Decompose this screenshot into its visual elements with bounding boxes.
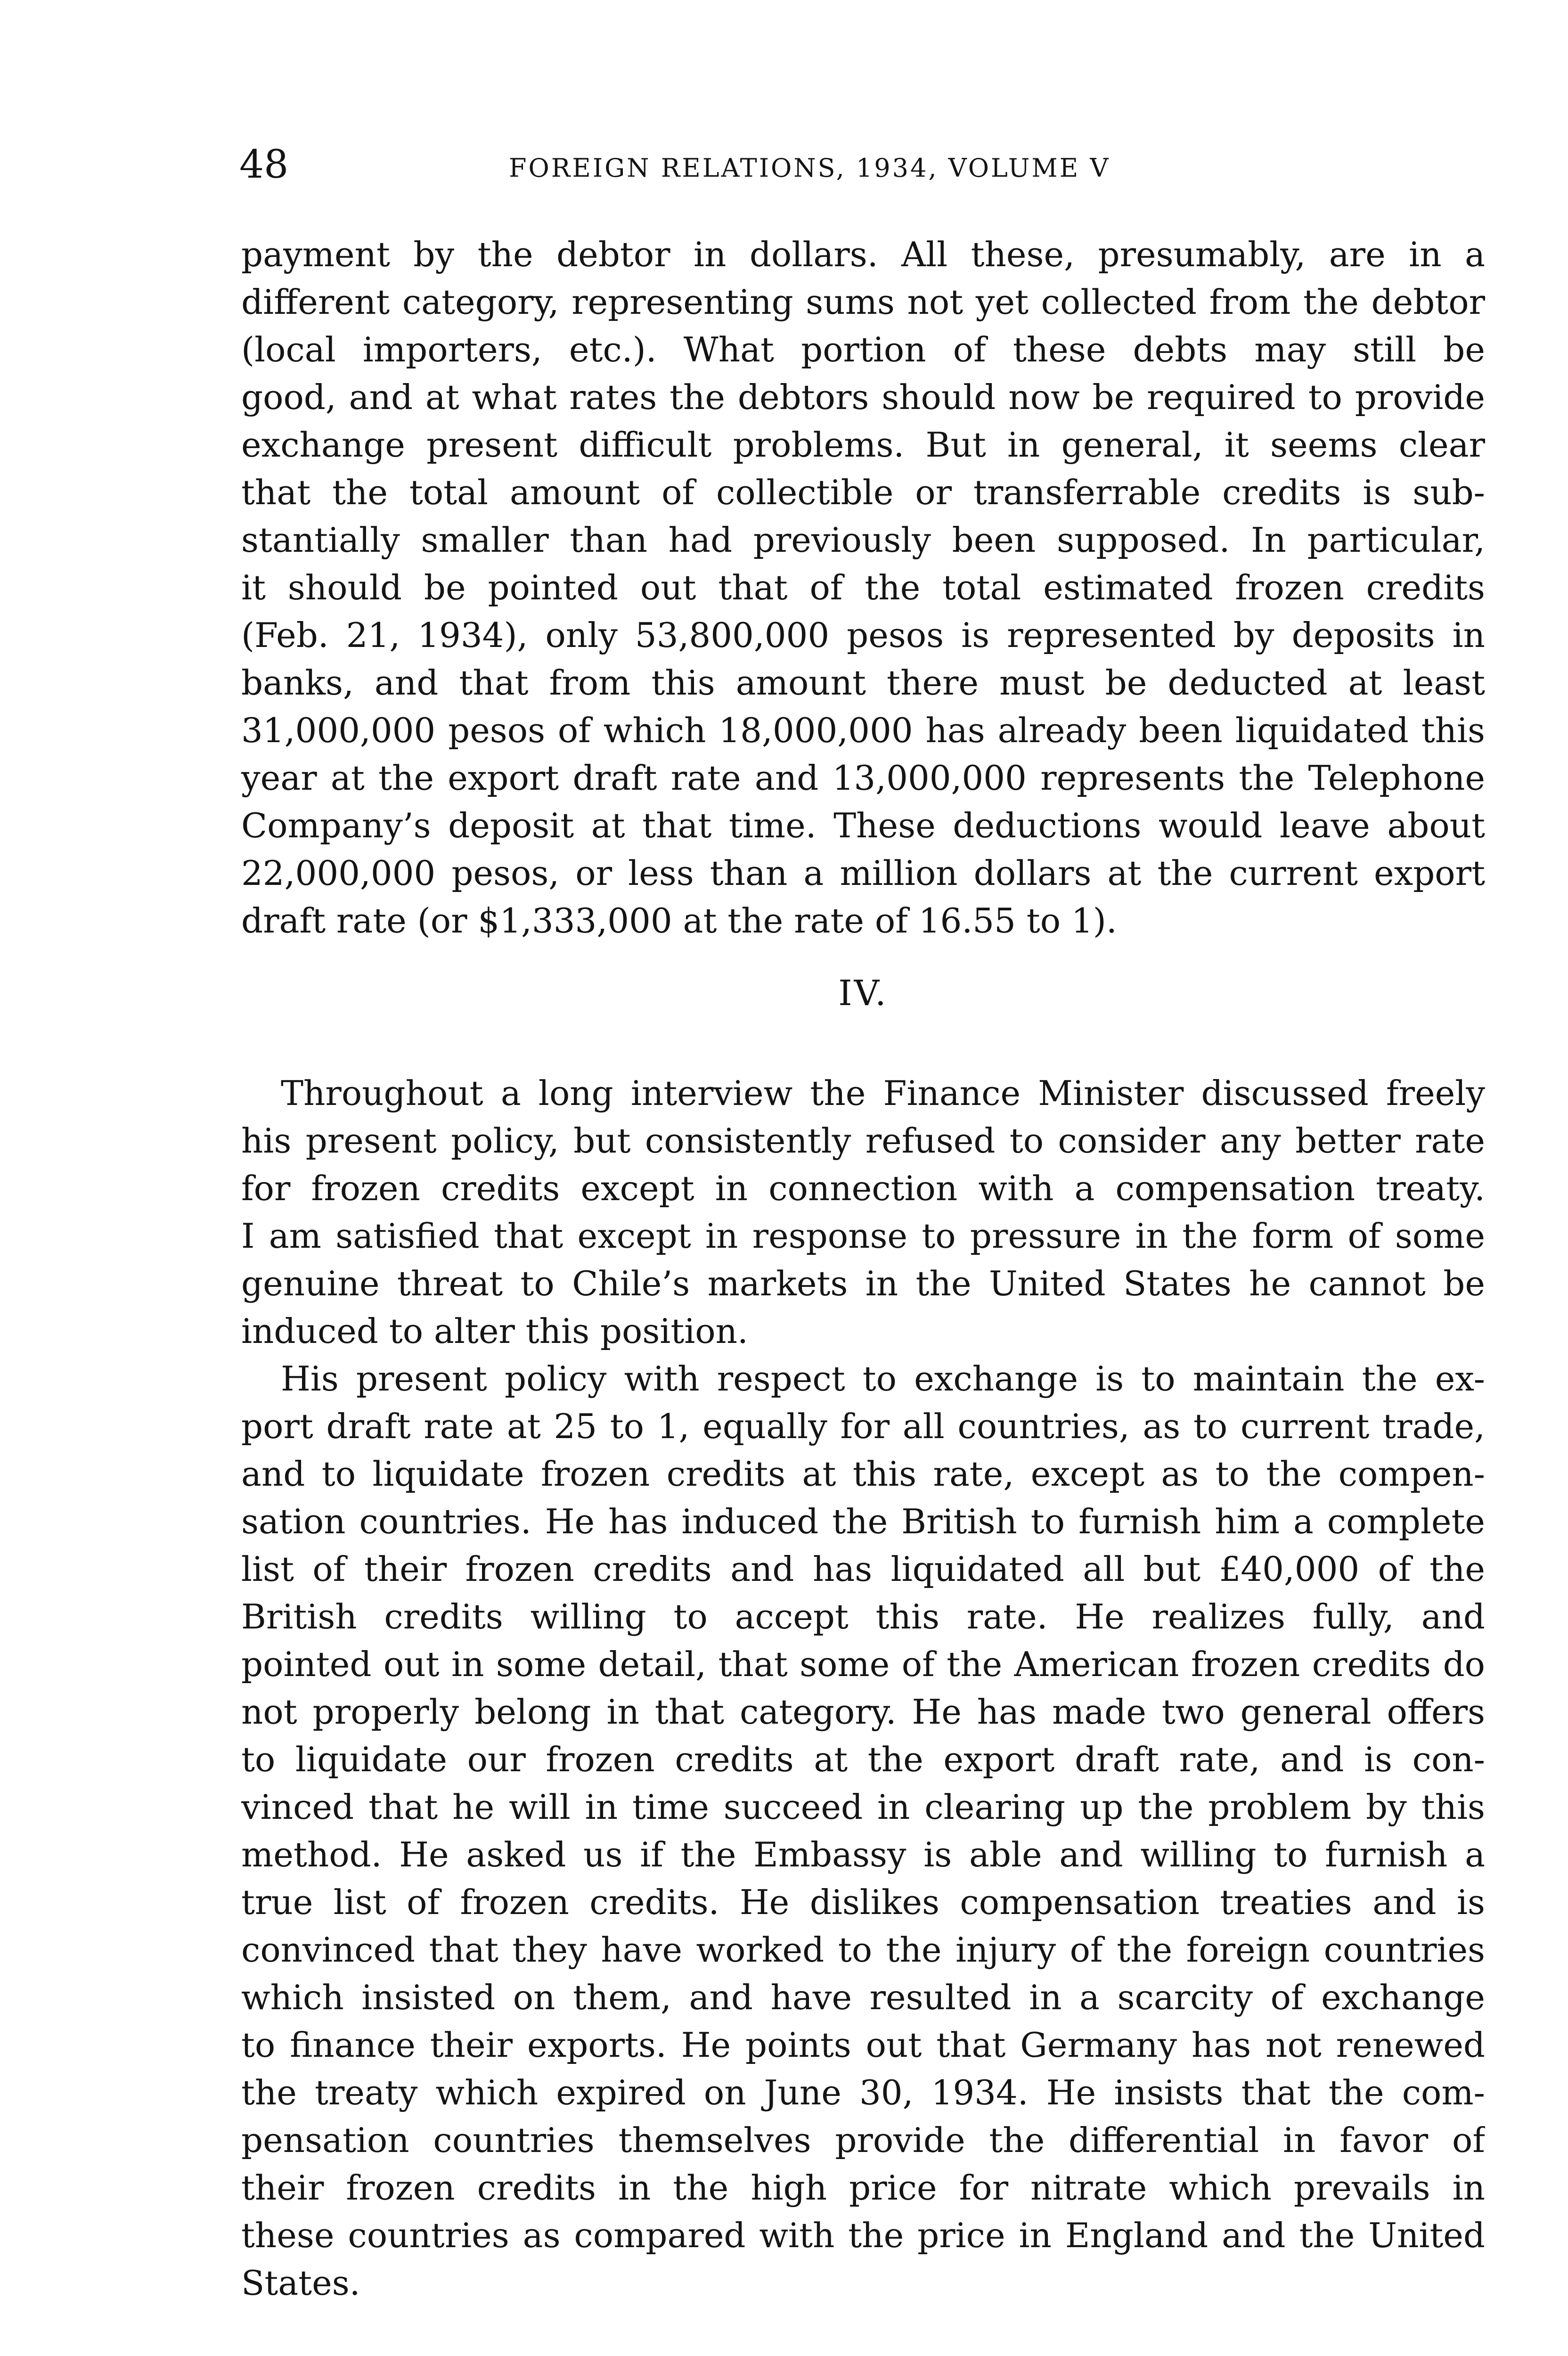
text-line: and to liquidate frozen credits at this rate, except as to the compen- <box>241 1454 1485 1494</box>
text-line: true list of frozen credits. He dislikes compensation treaties and is <box>241 1882 1485 1922</box>
text-line: States. <box>241 2263 360 2303</box>
text-line: the treaty which expired on June 30, 1934. He insists that the com- <box>241 2073 1485 2112</box>
text-line: British credits willing to accept this rate. He realizes fully, and <box>241 1597 1485 1636</box>
text-line: payment by the debtor in dollars. All these, presumably, are in a <box>241 235 1485 274</box>
text-line: His present policy with respect to exchange is to maintain the ex- <box>281 1359 1485 1399</box>
running-title: FOREIGN RELATIONS, 1934, VOLUME V <box>509 153 1111 183</box>
text-line: vinced that he will in time succeed in clearing up the problem by this <box>241 1787 1485 1827</box>
text-line: list of their frozen credits and has liquidated all but £40,000 of the <box>241 1549 1485 1589</box>
text-line: 22,000,000 pesos, or less than a million dollars at the current export <box>241 853 1485 893</box>
text-line: genuine threat to Chile’s markets in the United States he cannot be <box>241 1264 1485 1303</box>
text-line: not properly belong in that category. He has made two general offers <box>241 1692 1485 1732</box>
paragraph-continued <box>241 231 1485 945</box>
text-line: different category, representing sums not yet collected from the debtor <box>241 282 1485 322</box>
text-line: sation countries. He has induced the British to furnish him a complete <box>241 1502 1485 1541</box>
text-line: pointed out in some detail, that some of the American frozen credits do <box>241 1644 1485 1684</box>
text-line: induced to alter this position. <box>241 1311 748 1351</box>
text-line: exchange present difficult problems. But in general, it seems clear <box>241 425 1485 465</box>
page-number: 48 <box>239 142 289 187</box>
text-line: their frozen credits in the high price for nitrate which prevails in <box>241 2168 1485 2208</box>
text-line: method. He asked us if the Embassy is able and willing to furnish a <box>241 1835 1485 1874</box>
text-line: (Feb. 21, 1934), only 53,800,000 pesos is represented by deposits in <box>241 615 1485 655</box>
text-line: (local importers, etc.). What portion of these debts may still be <box>241 330 1485 369</box>
text-line: for frozen credits except in connection with a compensation treaty. <box>241 1169 1485 1208</box>
text-line: draft rate (or $1,333,000 at the rate of 16.55 to 1). <box>241 901 1117 941</box>
body-text <box>241 1070 1485 2307</box>
running-header <box>239 141 1483 193</box>
text-line: which insisted on them, and have resulted in a scarcity of exchange <box>241 1978 1485 2017</box>
text-line: to finance their exports. He points out that Germany has not renewed <box>241 2025 1485 2065</box>
text-line: convinced that they have worked to the injury of the foreign countries <box>241 1930 1485 1970</box>
text-line: banks, and that from this amount there must be deducted at least <box>241 663 1485 703</box>
text-line: his present policy, but consistently refused to consider any better rate <box>241 1121 1485 1161</box>
text-line: it should be pointed out that of the total estimated frozen credits <box>241 568 1485 607</box>
text-line: to liquidate our frozen credits at the export draft rate, and is con- <box>241 1740 1485 1779</box>
text-line: good, and at what rates the debtors should now be required to provide <box>241 377 1485 417</box>
text-line: 31,000,000 pesos of which 18,000,000 has already been liquidated this <box>241 711 1485 750</box>
text-line: that the total amount of collectible or transferrable credits is sub- <box>241 473 1485 512</box>
text-line: port draft rate at 25 to 1, equally for all countries, as to current trade, <box>241 1407 1485 1446</box>
text-line: these countries as compared with the price in England and the United <box>241 2216 1485 2255</box>
text-line: stantially smaller than had previously been supposed. In particular, <box>241 520 1485 560</box>
text-line: pensation countries themselves provide the differential in favor of <box>241 2120 1485 2160</box>
paragraph <box>241 1355 1485 2307</box>
section-heading: IV. <box>838 973 888 1014</box>
text-line: year at the export draft rate and 13,000,000 represents the Telephone <box>241 758 1485 798</box>
text-line: Throughout a long interview the Finance Minister discussed freely <box>281 1073 1485 1113</box>
paragraph <box>241 1070 1485 1355</box>
text-line: I am satisfied that except in response to pressure in the form of some <box>241 1216 1485 1256</box>
text-line: Company’s deposit at that time. These deductions would leave about <box>241 806 1485 845</box>
